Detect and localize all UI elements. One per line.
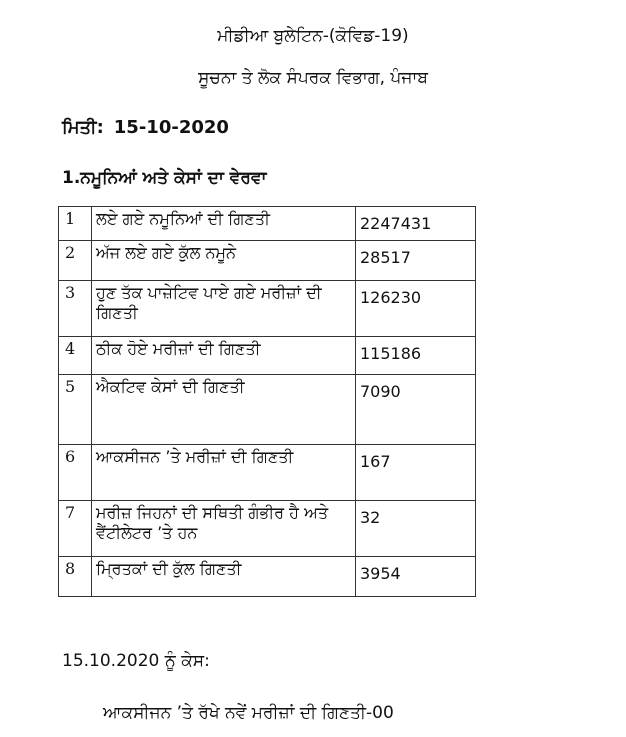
- bulletin-title: ਮੀਡੀਆ ਬੁਲੇਟਿਨ-(ਕੋਵਿਡ-19): [217, 26, 409, 46]
- table-row: [59, 241, 476, 281]
- table-row: [59, 557, 476, 597]
- date-row: [62, 117, 229, 138]
- row-number: 5: [59, 375, 92, 445]
- table-row: [59, 281, 476, 337]
- table-row: [59, 445, 476, 501]
- statistics-table: [58, 206, 476, 597]
- new-oxygen-patients-line: ਆਕਸੀਜਨ ’ਤੇ ਰੱਖੇ ਨਵੇਂ ਮਰੀਜ਼ਾਂ ਦੀ ਗਿਣਤੀ-00: [103, 703, 394, 723]
- department-title: ਸੂਚਨਾ ਤੇ ਲੋਕ ਸੰਪਰਕ ਵਿਭਾਗ, ਪੰਜਾਬ: [198, 68, 428, 88]
- section-heading: 1.ਨਮੂਨਿਆਂ ਅਤੇ ਕੇਸਾਂ ਦਾ ਵੇਰਵਾ: [62, 168, 267, 188]
- row-number: 7: [59, 501, 92, 557]
- row-value: 167: [356, 445, 476, 501]
- row-description: ਆਕਸੀਜਨ ’ਤੇ ਮਰੀਜ਼ਾਂ ਦੀ ਗਿਣਤੀ: [92, 445, 356, 501]
- cases-heading: 15.10.2020 ਨੂੰ ਕੇਸ:: [62, 651, 210, 671]
- date-value: 15-10-2020: [113, 117, 229, 138]
- row-number: 4: [59, 337, 92, 375]
- row-value: 3954: [356, 557, 476, 597]
- row-value: 32: [356, 501, 476, 557]
- row-description: ਠੀਕ ਹੋਏ ਮਰੀਜ਼ਾਂ ਦੀ ਗਿਣਤੀ: [92, 337, 356, 375]
- row-value: 115186: [356, 337, 476, 375]
- row-description: ਲਏ ਗਏ ਨਮੂਨਿਆਂ ਦੀ ਗਿਣਤੀ: [92, 207, 356, 241]
- row-number: 3: [59, 281, 92, 337]
- table-row: [59, 207, 476, 241]
- table-row: [59, 501, 476, 557]
- row-description: ਐਕਟਿਵ ਕੇਸਾਂ ਦੀ ਗਿਣਤੀ: [92, 375, 356, 445]
- row-description: ਹੁਣ ਤੱਕ ਪਾਜ਼ੇਟਿਵ ਪਾਏ ਗਏ ਮਰੀਜ਼ਾਂ ਦੀ ਗਿਣਤੀ: [92, 281, 356, 337]
- row-value: 2247431: [356, 207, 476, 241]
- row-value: 126230: [356, 281, 476, 337]
- row-number: 1: [59, 207, 92, 241]
- row-value: 28517: [356, 241, 476, 281]
- table-row: [59, 375, 476, 445]
- row-value: 7090: [356, 375, 476, 445]
- row-number: 6: [59, 445, 92, 501]
- row-number: 2: [59, 241, 92, 281]
- table-row: [59, 337, 476, 375]
- date-label: ਮਿਤੀ:: [62, 117, 104, 138]
- row-number: 8: [59, 557, 92, 597]
- row-description: ਮਰੀਜ਼ ਜਿਹਨਾਂ ਦੀ ਸਥਿਤੀ ਗੰਭੀਰ ਹੈ ਅਤੇ ਵੈਂਟੀਲੇਟਰ ’ਤੇ ਹਨ: [92, 501, 356, 557]
- row-description: ਮ੍ਰਿਤਕਾਂ ਦੀ ਕੁੱਲ ਗਿਣਤੀ: [92, 557, 356, 597]
- row-description: ਅੱਜ ਲਏ ਗਏ ਕੁੱਲ ਨਮੂਨੇ: [92, 241, 356, 281]
